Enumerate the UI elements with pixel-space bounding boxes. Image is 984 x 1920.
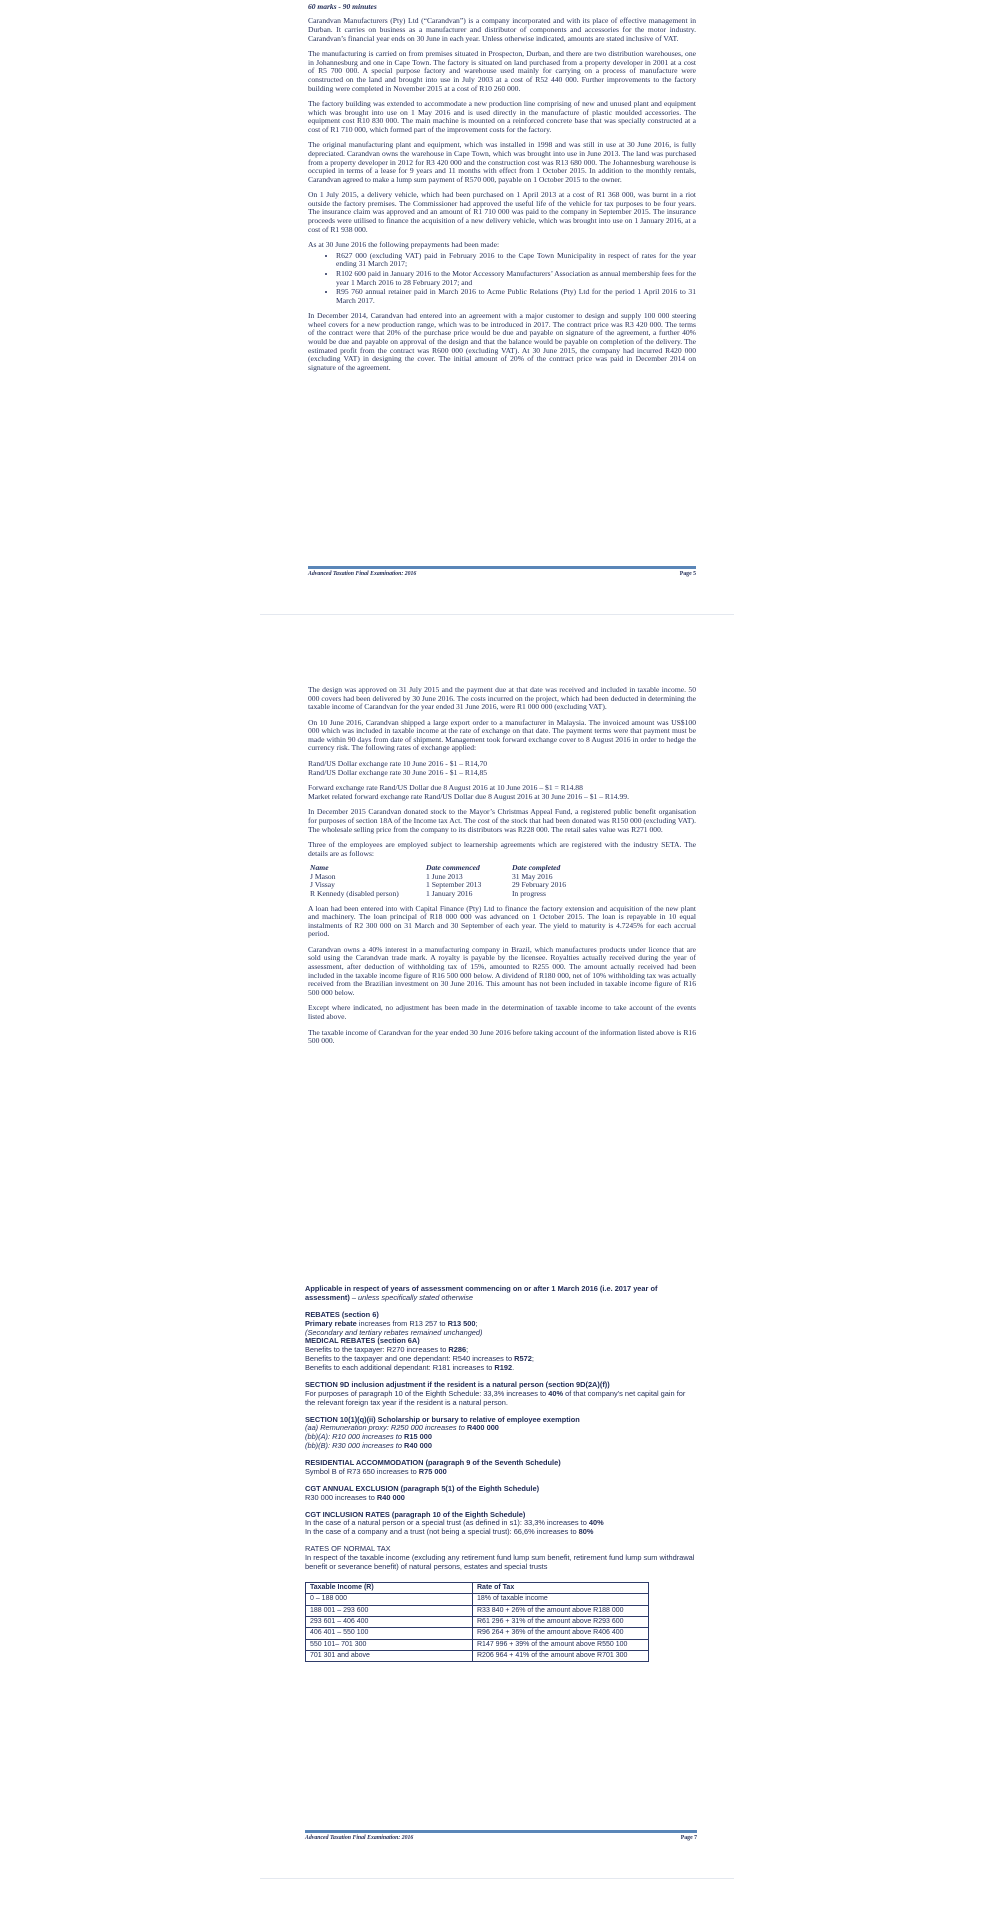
text-part: For purposes of paragraph 10 of the Eighth Schedule: 33,3% increases to [305, 1388, 549, 1398]
column-header: Taxable Income (R) [306, 1582, 473, 1593]
table-cell: 550 101– 701 300 [306, 1639, 473, 1650]
list-item: • R102 600 paid in January 2016 to the Motor Accessory Manufacturers’ Association as annual membership fees for the year 1 March 2016 to 28 February 2017; and [336, 270, 696, 287]
page-footer [305, 1830, 697, 1841]
applicability-note [305, 1285, 697, 1303]
paragraph: On 10 June 2016, Carandvan shipped a large export order to a manufacturer in Malaysia. The invoiced amount was US$100 000 which was included in taxable income at the rate of exchange on that date. The payment terms were that payment must be made within 90 days from date of shipment. Management took forward exchange cover to 8 August 2016 in order to hedge the currency risk. The following rates of exchange applied: [308, 717, 696, 753]
list-item: • R95 760 annual retainer paid in March 2016 to Acme Public Relations (Pty) Ltd for the period 1 April 2016 to 31 March 2017. [336, 288, 696, 305]
medical-line: Benefits to each additional dependant: R181 increases to R192. [305, 1363, 515, 1372]
learnership-table [308, 864, 568, 898]
page-divider [260, 614, 734, 615]
medical-text: Benefits to each additional dependant: R181 increases to [305, 1363, 495, 1372]
table-cell: 18% of taxable income [473, 1594, 649, 1605]
table-row [306, 1605, 649, 1616]
exam-page-6 [0, 660, 984, 1280]
medical-text: Benefits to the taxpayer: R270 increases to [305, 1345, 449, 1355]
residential-section [305, 1459, 697, 1477]
table-row [308, 890, 568, 899]
section-line [305, 1528, 697, 1537]
page-number: Page 7 [680, 1835, 697, 1841]
paragraph: The design was approved on 31 July 2015 and the payment due at that date was received and included in taxable income. 50 000 covers had been delivered by 30 June 2016. The costs incurred on the project, which had been deducted in determining the taxable income of Carandvan for the year ended 31 June 2016, were R1 000 000 (excluding VAT). [308, 685, 696, 712]
rebates-section [305, 1311, 697, 1373]
column-header: Date completed [512, 863, 561, 873]
table-cell: 406 401 – 550 100 [306, 1628, 473, 1639]
text-part: (bb)(B): R30 000 increases to [305, 1441, 404, 1451]
table-cell: 188 001 – 293 600 [306, 1605, 473, 1616]
text-part: (aa) Remuneration proxy: R250 000 increases to [305, 1423, 467, 1433]
table-cell: R61 296 + 31% of the amount above R293 600 [473, 1616, 649, 1627]
primary-rebate-new: R13 500 [447, 1318, 476, 1328]
column-header: Name [310, 863, 329, 873]
table-cell: 0 – 188 000 [306, 1594, 473, 1605]
table-cell: R206 964 + 41% of the amount above R701 300 [473, 1651, 649, 1662]
section-title: SECTION 10(1)(q)(ii) Scholarship or bursary to relative of employee exemption [305, 1414, 580, 1424]
table-cell: 1 June 2013 [426, 871, 463, 881]
section-title: REBATES (section 6) [305, 1309, 379, 1319]
table-row [306, 1628, 649, 1639]
rate-line: Rand/US Dollar exchange rate 30 June 2016 - $1 – R14,85 [308, 767, 488, 777]
page-divider [260, 1878, 734, 1879]
medical-value: R192 [494, 1363, 513, 1372]
paragraph: Except where indicated, no adjustment has been made in the determination of taxable income to take account of the events listed above. [308, 1003, 696, 1021]
table-cell: 31 May 2016 [512, 871, 553, 881]
table-row [306, 1616, 649, 1627]
text-part: R30 000 increases to [305, 1492, 377, 1502]
page-5-body [308, 3, 696, 379]
text-part: of that company’s net capital gain for the relevant foreign tax year if the resident is a natural person. [305, 1388, 686, 1407]
section-10 [305, 1416, 697, 1452]
column-header: Date commenced [426, 863, 480, 873]
text-part: In the case of a natural person or a special trust (as defined in s1): 33,3% increases to [305, 1518, 589, 1528]
paragraph: Three of the employees are employed subject to learnership agreements which are registered with the industry SETA. The details are as follows: [308, 840, 696, 858]
section-title: RATES OF NORMAL TAX [305, 1544, 391, 1554]
section-line [305, 1494, 697, 1503]
table-cell: 293 601 – 406 400 [306, 1616, 473, 1627]
table-cell: R33 840 + 26% of the amount above R188 000 [473, 1605, 649, 1616]
primary-rebate-end: ; [475, 1318, 478, 1328]
paragraph: On 1 July 2015, a delivery vehicle, which had been purchased on 1 April 2013 at a cost of R1 368 000, was burnt in a riot outside the factory premises. The Commissioner had approved the useful life of the vehicle for tax purposes to be four years. The insurance claim was approved and an amount of R1 710 000 was paid to the company in September 2015. The insurance proceeds were utilised to finance the acquisition of a new delivery vehicle, which was brought into use on 1 January 2016, at a cost of R1 938 000. [308, 190, 696, 234]
table-row [306, 1639, 649, 1650]
section-line [305, 1468, 697, 1477]
marks-heading: 60 marks - 90 minutes [308, 2, 377, 11]
exam-page-5 [0, 0, 984, 620]
table-row [306, 1651, 649, 1662]
text-part: Symbol B of R73 650 increases to [305, 1466, 419, 1476]
paragraph: The original manufacturing plant and equipment, which was installed in 1998 and was still in use at 30 June 2016, is fully depreciated. Carandvan owns the warehouse in Cape Town, which was brought into use in June 2013. The land was purchased from a property developer in 2012 for R3 420 000 and the construction cost was R13 680 000. The Johannesburg warehouse is occupied in terms of a lease for 9 years and 11 months with effect from 1 October 2015. In addition to the monthly rentals, Carandvan agreed to make a lump sum payment of R570 000, payable on 1 October 2015 to the owner. [308, 140, 696, 184]
table-cell: R147 996 + 39% of the amount above R550 100 [473, 1639, 649, 1650]
text-part: (bb)(A): R10 000 increases to [305, 1432, 404, 1442]
footer-title: Advanced Taxation Final Examination: 2016 [305, 1835, 414, 1841]
applicability-text: Applicable in respect of years of assessment commencing on or after 1 March 2016 (i.e. 2017 year of assessment) [305, 1284, 658, 1302]
text-value: 40% [548, 1388, 564, 1398]
rate-line: Market related forward exchange rate Rand/US Dollar due 8 August 2016 at 30 June 2016 – $1 – R14.99. [308, 791, 629, 801]
tax-rates-table [305, 1582, 649, 1663]
paragraph: The taxable income of Carandvan for the year ended 30 June 2016 before taking account of the information listed above is R16 500 000. [308, 1027, 696, 1046]
text-value: R40 000 [404, 1441, 432, 1451]
section-title: RESIDENTIAL ACCOMMODATION (paragraph 9 of the Seventh Schedule) [305, 1458, 561, 1467]
page-footer [308, 566, 696, 577]
footer-title: Advanced Taxation Final Examination: 2016 [308, 571, 417, 577]
tax-tables-body [305, 1285, 697, 1662]
list-item: • R627 000 (excluding VAT) paid in February 2016 to the Cape Town Municipality in respect of rates for the year ending 31 March 2017; [336, 252, 696, 269]
section-title: CGT ANNUAL EXCLUSION (paragraph 5(1) of the Eighth Schedule) [305, 1483, 540, 1493]
primary-rebate-label: Primary rebate [305, 1318, 357, 1328]
table-cell: 1 September 2013 [426, 880, 482, 890]
paragraph: Carandvan Manufacturers (Pty) Ltd (“Carandvan”) is a company incorporated and with its place of effective management in Durban. It carries on business as a manufacturer and distributor of components and accessories for the motor industry. Carandvan’s financial year ends on 30 June in each year. Unless otherwise indicated, amounts are stated inclusive of VAT. [308, 16, 696, 43]
page-number: Page 5 [679, 571, 696, 577]
paragraph: The manufacturing is carried on from premises situated in Prospecton, Durban, and there are two distribution warehouses, one in Johannesburg and one in Cape Town. The factory is situated on land purchased from a property developer in 2001 at a cost of R5 700 000. A special purpose factory and warehouse used mainly for carrying on a process of manufacture were constructed on the land and brought into use in July 2003 at a cost of R52 440 000. Further improvements to the factory building were completed in November 2015 at a cost of R10 260 000. [308, 49, 696, 93]
text-value: R40 000 [376, 1492, 405, 1502]
table-cell: 29 February 2016 [512, 880, 566, 890]
text-value: R75 000 [418, 1466, 447, 1476]
section-9d [305, 1381, 697, 1408]
cgt-exclusion-section [305, 1485, 697, 1503]
section-title: SECTION 9D inclusion adjustment if the resident is a natural person (section 9D(2A)(f)) [305, 1379, 610, 1389]
section-text [305, 1390, 697, 1408]
medical-text: Benefits to the taxpayer and one dependant: R540 increases to [305, 1354, 515, 1364]
text-value: 40% [588, 1518, 604, 1528]
exam-page-7 [0, 1265, 984, 1920]
page-6-body [308, 686, 696, 1053]
paragraph: In December 2014, Carandvan had entered into an agreement with a major customer to design and supply 100 000 steering wheel covers for a new production range, which was to be introduced in 2017. The contract price was R3 420 000. The terms of the contract were that 20% of the purchase price would be due and payable on signature of the agreement, a further 40% would be due and payable on approval of the design and that the balance would be payable on completion of the delivery. The estimated profit from the contract was R600 000 (excluding VAT). At 30 June 2015, the company had incurred R420 000 (excluding VAT) in designing the cover. The initial amount of 20% of the contract price was paid in December 2014 on signature of the agreement. [308, 311, 696, 372]
paragraph: The factory building was extended to accommodate a new production line comprising of new and unused plant and equipment which was brought into use on 1 May 2016 and is used directly in the manufacture of plastic moulded accessories. The equipment cost R10 830 000. The main machine is mounted on a reinforced concrete base that was specially constructed at a cost of R1 710 000, which formed part of the improvement costs for the factory. [308, 99, 696, 134]
paragraph: Carandvan owns a 40% interest in a manufacturing company in Brazil, which manufactures products under licence that are sold using the Carandvan trade mark. A royalty is payable by the licensee. Royalties actually received during the year of assessment, after deduction of withholding tax of 15%, amounted to R255 000. The amount actually received had been included in the taxable income figure of R16 500 000 below. A dividend of R180 000, net of 10% withholding tax was actually received from the Brazilian investment on 30 June 2016. This amount has not been included in taxable income figure of R16 500 000 below. [308, 944, 696, 997]
medical-value: R572 [514, 1354, 532, 1364]
table-header-row [306, 1582, 649, 1593]
section-text: In respect of the taxable income (excluding any retirement fund lump sum benefit, retirement fund lump sum withdrawal benefit or severance benefit) of natural persons, estates and special trusts [305, 1553, 695, 1571]
table-cell: In progress [512, 888, 546, 898]
table-cell: R96 264 + 36% of the amount above R406 400 [473, 1628, 649, 1639]
table-cell: J Mason [310, 871, 336, 881]
table-cell: 701 301 and above [306, 1651, 473, 1662]
rate-line: Rand/US Dollar exchange rate 10 June 2016 - $1 – R14,70 [308, 759, 488, 769]
text-value: 80% [578, 1527, 594, 1537]
paragraph: As at 30 June 2016 the following prepayments had been made: [308, 240, 500, 250]
text-value: R400 000 [466, 1423, 499, 1433]
section-line [305, 1442, 697, 1451]
table-cell: 1 January 2016 [426, 888, 473, 898]
text-part: In the case of a company and a trust (not being a special trust): 66,6% increases to [305, 1527, 579, 1537]
section-title: MEDICAL REBATES (section 6A) [305, 1336, 420, 1346]
paragraph: A loan had been entered into with Capital Finance (Pty) Ltd to finance the factory extension and acquisition of the new plant and machinery. The loan principal of R18 000 000 was advanced on 1 October 2015. The loan is repayable in 10 equal instalments of R2 300 000 on 31 March and 30 September of each year. The yield to maturity is 4.7245% for each accrual period. [308, 903, 696, 939]
text-value: R15 000 [404, 1432, 432, 1442]
column-header: Rate of Tax [473, 1582, 649, 1593]
prepayments-list [308, 252, 696, 305]
cgt-inclusion-section [305, 1511, 697, 1538]
table-cell: R Kennedy (disabled person) [310, 888, 399, 898]
paragraph: In December 2015 Carandvan donated stock to the Mayor’s Christmas Appeal Fund, a registered public benefit organisation for purposes of section 18A of the Income tax Act. The cost of the stock that had been donated was R150 000 (excluding VAT). The wholesale selling price from the company to its distributors was R228 000. The retail sales value was R271 000. [308, 807, 696, 834]
section-title: CGT INCLUSION RATES (paragraph 10 of the Eighth Schedule) [305, 1509, 526, 1519]
medical-line: Benefits to the taxpayer and one dependant: R540 increases to R572; [305, 1354, 534, 1364]
medical-line: Benefits to the taxpayer: R270 increases to R286; [305, 1345, 469, 1355]
table-cell: J Vissay [310, 880, 335, 890]
applicability-qualifier: – unless specifically stated otherwise [349, 1292, 474, 1302]
normal-tax-section [305, 1545, 697, 1662]
primary-rebate-text: increases from R13 257 to [356, 1318, 448, 1328]
rate-line: Forward exchange rate Rand/US Dollar due 8 August 2016 at 10 June 2016 – $1 = R14.88 [308, 783, 583, 793]
medical-value: R286 [448, 1345, 467, 1355]
rebate-note: (Secondary and tertiary rebates remained unchanged) [305, 1327, 483, 1337]
table-row [306, 1594, 649, 1605]
